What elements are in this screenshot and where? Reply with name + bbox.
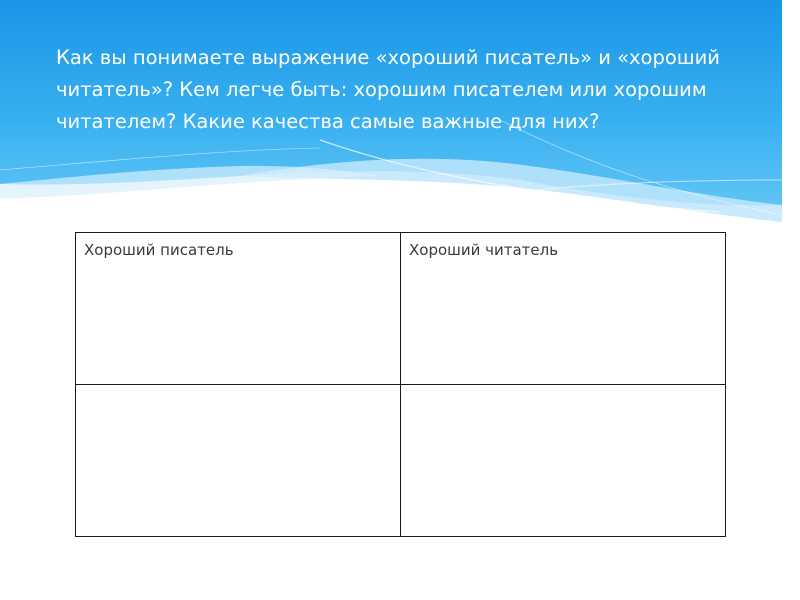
comparison-table: [75, 232, 726, 537]
table-header-row: [76, 233, 726, 385]
header-cell-good-reader: Хороший читатель: [401, 233, 726, 385]
comparison-table-wrap: [75, 232, 726, 535]
slide-question: Как вы понимаете выражение «хороший писатель» и «хороший читатель»? Кем легче быть: хорошим писателем или хорошим читателем? Какие качества самые важные для них?: [56, 46, 720, 133]
table-row: [76, 385, 726, 537]
header-cell-good-writer: Хороший писатель: [76, 233, 401, 385]
table-cell-reader-notes: [401, 385, 726, 537]
table-cell-writer-notes: [76, 385, 401, 537]
